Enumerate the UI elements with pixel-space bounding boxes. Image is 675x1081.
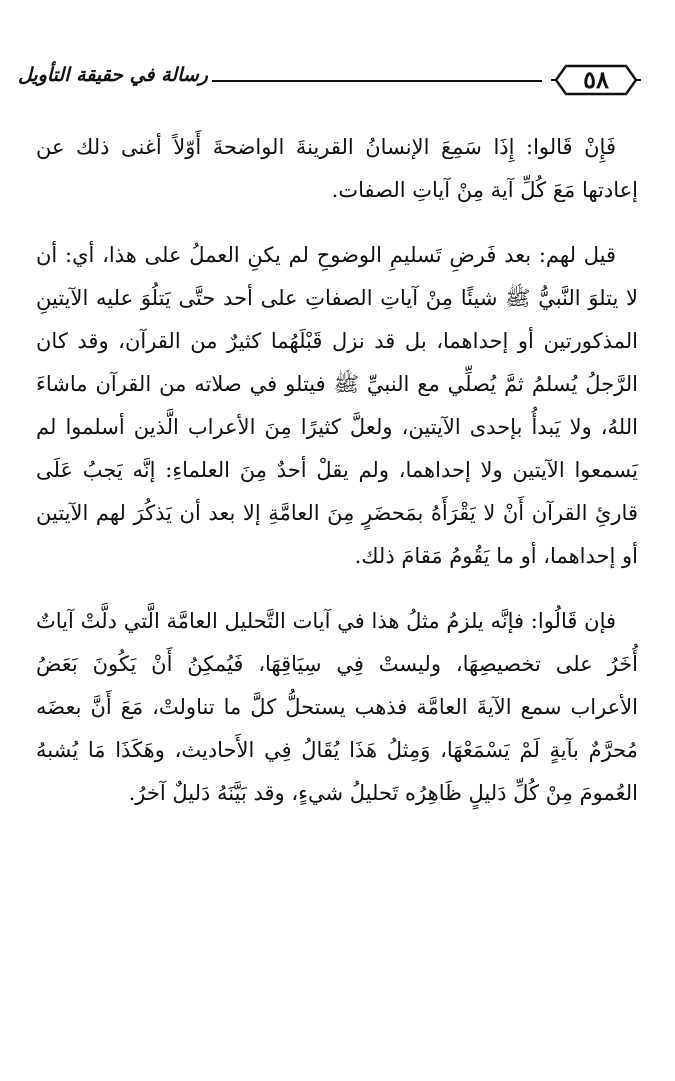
paragraph-3: فإن قَالُوا: فإنَّه يلزمُ مثلُ هذا في آيات التَّحليل العامَّة الَّتي دلَّتْ آياتٌ أُخَرُ على تخصيصِهَا، وليستْ فِي سِيَاقِهَا، فَيُمكِنُ أَنْ يَكُونَ بَعَضُ الأعراب سمع الآيةَ العامَّة فذهب يستحلُّ كلَّ ما تناولتْ، مَعَ أَنَّ بعضَه مُحرَّمٌ بآيةٍ لَمْ يَسْمَعْهَا، وَمِثلُ هَذَا يُقَالُ فِي الأَحاديث، وهَكَذَا مَا يُشبهُ العُمومَ مِنْ كُلِّ دَليلٍ ظَاهِرُه تَحليلُ شيءٍ، وقد بَيَّنَهُ دَليلٌ آخرُ. — [36, 609, 638, 805]
body-text — [36, 126, 638, 837]
paragraph-2: قيل لهم: بعد فَرضِ تَسليمِ الوضوحِ لم يكنِ العملُ على هذا، أي: أن لا يتلوَ النَّبيُّ ﷺ شيئًا مِنْ آياتِ الصفاتِ على أحد حتَّى يَتلُوَ عليه الآيتينِ المذكورتين أو إحداهما، بل قد نزل قَبْلَهُما كثيرٌ من القرآن، وقد كان الرَّجلُ يُسلمُ ثمَّ يُصلِّي مع النبيِّ ﷺ فيتلو في صلاته من القرآن ماشاءَ اللهُ، ولا يَبدأُ بإحدى الآيتين، ولعلَّ كثيرًا مِنَ الأعراب الَّذين أسلموا لم يَسمعوا الآيتين ولا إحداهما، ولم يقلْ أحدٌ مِنَ العلماءِ: إنَّه يَجبُ عَلَى قارئِ القرآن أَنْ لا يَقْرَأَهُ بمَحضَرٍ مِنَ العامَّةِ إلا بعد أن يَذكُرَ لهم الآيتين أو إحداهما، أو ما يَقُومُ مَقامَ ذلك. — [36, 243, 638, 568]
page-header — [18, 58, 642, 104]
page-number-badge — [550, 60, 642, 100]
paragraph-1: فَإِنْ قَالوا: إِذَا سَمِعَ الإنسانُ القرينةَ الواضحةَ أَوّلاً أغنى ذلك عن إعادتها مَعَ كُلِّ آية مِنْ آياتِ الصفات. — [36, 135, 638, 202]
page-number: ٥٨ — [583, 65, 609, 94]
running-title: رسالة في حقيقة التأويل — [18, 64, 208, 86]
header-rule — [212, 80, 542, 82]
